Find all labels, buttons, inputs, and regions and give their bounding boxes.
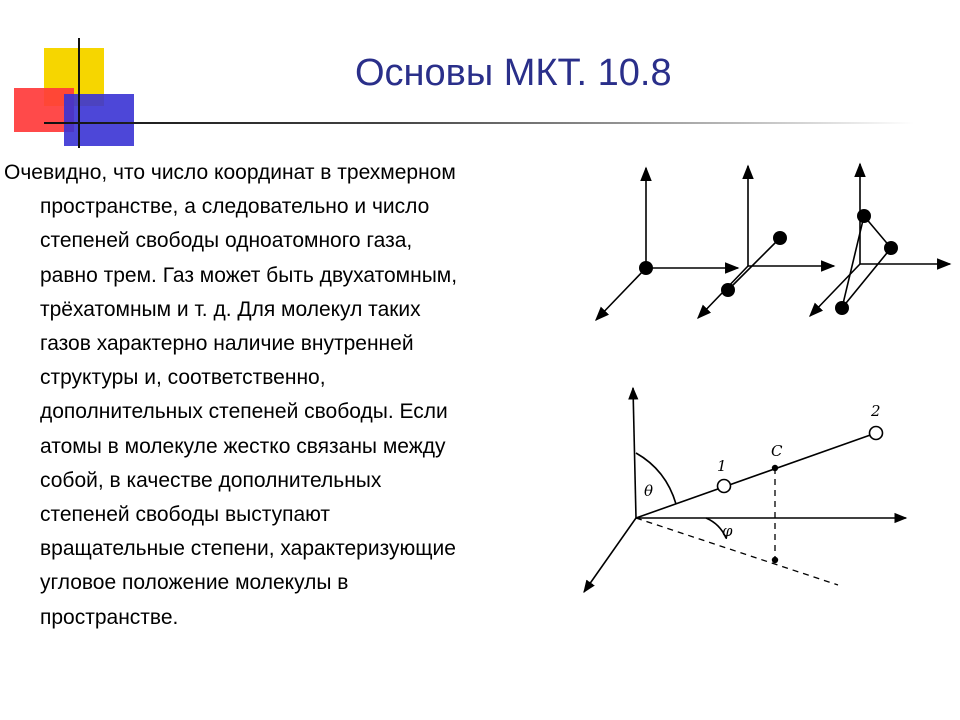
diatomic-atom: [721, 283, 735, 297]
paragraph-line: Очевидно, что число координат в трехмерном: [4, 161, 456, 184]
decor-vertical-line: [78, 38, 80, 148]
paragraph-line: равно трем. Газ может быть двухатомным,: [40, 263, 458, 287]
molecule-axis: [636, 433, 876, 518]
molecules-axes-figure: [588, 150, 960, 330]
paragraph-line: трёхатомным и т. д. Для молекул таких: [40, 297, 421, 321]
title-underline: [44, 122, 914, 124]
triatomic-atom: [835, 301, 849, 315]
paragraph-line: степеней свободы одноатомного газа,: [40, 229, 413, 253]
decor-blue-square: [64, 94, 134, 146]
monatomic-atom: [639, 261, 653, 275]
center-of-mass-point: [772, 465, 778, 471]
slide-title: Основы МКТ. 10.8: [355, 52, 672, 94]
monatomic-axes: [596, 168, 738, 320]
z-axis: [633, 388, 636, 518]
paragraph-line: структуры и, соответственно,: [40, 366, 326, 390]
paragraph-line: угловое положение молекулы в: [40, 571, 349, 595]
projection-line: [636, 518, 838, 585]
paragraph-line: атомы в молекуле жестко связаны между: [40, 434, 446, 458]
angular-position-figure: [576, 378, 916, 600]
triatomic-axes: [810, 164, 950, 316]
atom-2-label: 2: [871, 402, 881, 420]
paragraph-line: дополнительных степеней свободы. Если: [40, 400, 448, 424]
triatomic-atom: [884, 241, 898, 255]
body-paragraph: [4, 156, 584, 635]
diatomic-axes: [698, 166, 834, 318]
paragraph-line: степеней свободы выступают: [40, 503, 331, 527]
diatomic-atom: [773, 231, 787, 245]
theta-arc: [636, 453, 676, 504]
paragraph-line: собой, в качестве дополнительных: [40, 468, 382, 492]
center-label: C: [771, 442, 783, 460]
paragraph-line: вращательные степени, характеризующие: [40, 537, 456, 561]
paragraph-line: газов характерно наличие внутренней: [40, 332, 414, 356]
theta-label: θ: [644, 482, 654, 500]
triatomic-atom: [857, 209, 871, 223]
atom-1-label: 1: [717, 457, 727, 475]
paragraph-line: пространстве, а следовательно и число: [40, 195, 430, 219]
atom-2: [870, 427, 883, 440]
paragraph-line: пространстве.: [40, 605, 179, 629]
phi-label: φ: [722, 522, 733, 540]
atom-1: [718, 480, 731, 493]
y-axis: [584, 518, 636, 592]
projection-point: [772, 557, 778, 563]
